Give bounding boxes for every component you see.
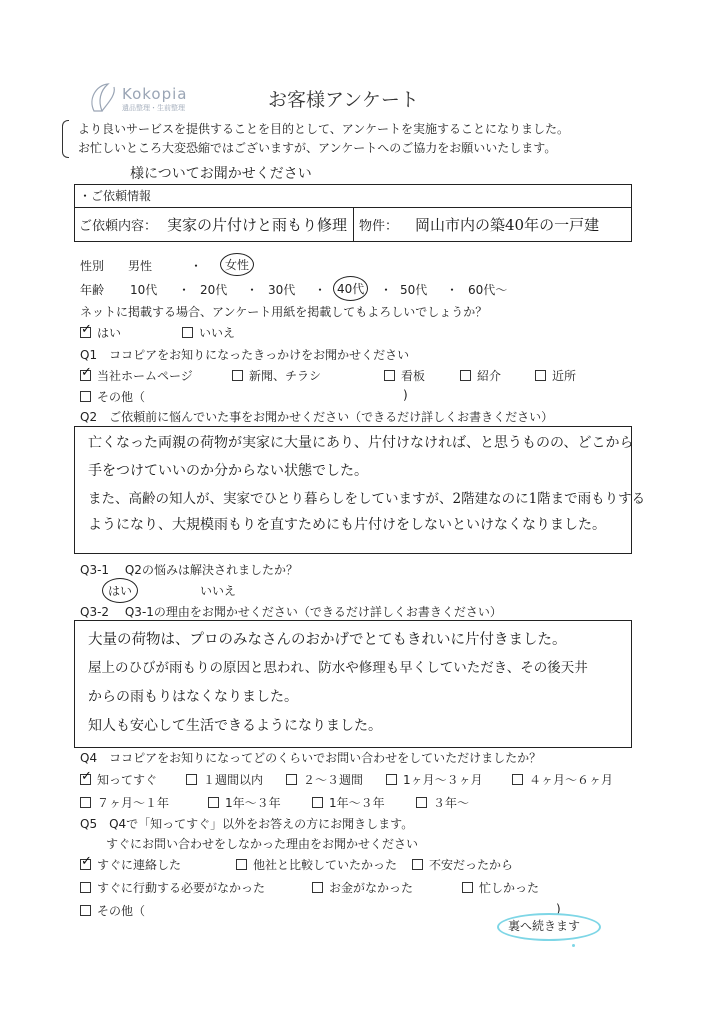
publish-question: ネットに掲載する場合、アンケート用紙を掲載してもよろしいでしょうか？ xyxy=(80,305,488,319)
intro-line-2: お忙しいところ大変恐縮ではございますが、アンケートへのご協力をお願いいたします。 xyxy=(78,141,557,155)
q1-option-signboard[interactable] xyxy=(384,367,425,384)
intro-line-1: より良いサービスを提供することを目的として、アンケートを実施することになりました。 xyxy=(78,122,570,136)
q5-question: Q5 Q4で「知ってすぐ」以外をお答えの方にお聞きします。 xyxy=(80,817,414,831)
intro-bracket xyxy=(62,120,69,158)
q5-option-no-money[interactable] xyxy=(312,879,413,896)
age-label: 年齢 xyxy=(80,283,105,297)
q1-referral-checkbox[interactable] xyxy=(460,370,471,381)
age-20[interactable]: 20代 xyxy=(200,283,228,297)
q5-anxious-label: 不安だったから xyxy=(429,858,514,872)
q4-immediately-label: 知ってすぐ xyxy=(97,773,158,787)
q1-other-close: ) xyxy=(403,388,408,402)
q4-question: Q4 ココピアをお知りになってどのくらいでお問い合わせをしていただけましたか？ xyxy=(80,751,542,765)
request-content-value: 実家の片付けと雨もり修理 xyxy=(167,216,348,234)
q4-option-4-6months[interactable] xyxy=(512,771,613,788)
q4-option-1-3years-b[interactable] xyxy=(312,794,385,811)
q4-option-3years[interactable] xyxy=(416,794,469,811)
q4-4-6months-label: ４ヶ月〜６ヶ月 xyxy=(529,773,614,787)
q4-7m-1y-checkbox[interactable] xyxy=(80,797,91,808)
q1-option-other[interactable] xyxy=(80,388,145,405)
q5-anxious-checkbox[interactable] xyxy=(412,859,423,870)
q5-other-label: その他（ xyxy=(97,904,146,918)
gender-male[interactable]: 男性 xyxy=(128,259,153,273)
age-40[interactable]: 40代 xyxy=(333,276,368,301)
q5-sub-question: すぐにお問い合わせをしなかった理由をお聞かせください xyxy=(106,837,419,851)
age-sep-3: ・ xyxy=(314,283,327,297)
q4-option-immediately[interactable] xyxy=(80,771,157,788)
q5-option-anxious[interactable] xyxy=(412,856,513,873)
q3-2-question: Q3-2 Q3-1の理由をお聞かせください（できるだけ詳しくお書きください） xyxy=(80,605,502,619)
q1-newspaper-label: 新聞、チラシ xyxy=(249,369,322,383)
q5-no-money-label: お金がなかった xyxy=(329,881,414,895)
age-sep-1: ・ xyxy=(178,283,191,297)
gender-sep: ・ xyxy=(190,259,203,273)
q1-option-homepage[interactable] xyxy=(80,367,193,384)
q4-1-3years-b-label: 1年〜３年 xyxy=(329,796,385,810)
q5-no-money-checkbox[interactable] xyxy=(312,882,323,893)
q5-option-other[interactable] xyxy=(80,902,145,919)
age-sep-5: ・ xyxy=(446,283,459,297)
age-30[interactable]: 30代 xyxy=(268,283,296,297)
q2-question: Q2 ご依頼前に悩んでいた事をお聞かせください（できるだけ詳しくお書きください） xyxy=(80,410,554,424)
q5-other-close: ) xyxy=(556,902,561,916)
q4-option-1-3years-a[interactable] xyxy=(208,794,281,811)
request-property-value: 岡山市内の築40年の一戸建 xyxy=(415,216,600,234)
q4-immediately-checkbox[interactable] xyxy=(80,774,91,785)
q1-newspaper-checkbox[interactable] xyxy=(232,370,243,381)
section-heading: 様についてお聞かせください xyxy=(130,166,312,182)
publish-yes-label: はい xyxy=(97,326,122,340)
age-sep-2: ・ xyxy=(246,283,259,297)
q4-option-1week[interactable] xyxy=(186,771,263,788)
q5-option-comparing[interactable] xyxy=(236,856,397,873)
q1-homepage-checkbox[interactable] xyxy=(80,370,91,381)
q1-homepage-label: 当社ホームページ xyxy=(97,369,193,383)
q4-option-7m-1y[interactable] xyxy=(80,794,169,811)
request-content-label: ご依頼内容： xyxy=(79,219,158,234)
q5-comparing-label: 他社と比較していたかった xyxy=(253,858,398,872)
age-50[interactable]: 50代 xyxy=(400,283,428,297)
gender-female[interactable]: 女性 xyxy=(220,253,254,276)
q4-1-3years-a-checkbox[interactable] xyxy=(208,797,219,808)
age-60[interactable]: 60代〜 xyxy=(468,283,508,297)
q5-busy-label: 忙しかった xyxy=(479,881,540,895)
q5-contacted-checkbox[interactable] xyxy=(80,859,91,870)
q2-answer-line-3: また、高齢の知人が、実家でひとり暮らしをしていますが、2階建なのに1階まで雨もりする xyxy=(88,491,646,507)
q4-3years-label: ３年〜 xyxy=(433,796,470,810)
publish-yes-option[interactable] xyxy=(80,324,121,341)
q4-1-3years-a-label: 1年〜３年 xyxy=(225,796,281,810)
q1-neighbor-label: 近所 xyxy=(552,369,577,383)
age-sep-4: ・ xyxy=(380,283,393,297)
q5-contacted-label: すぐに連絡した xyxy=(97,858,182,872)
q4-1-3months-label: 1ヶ月〜３ヶ月 xyxy=(403,773,483,787)
q5-no-need-label: すぐに行動する必要がなかった xyxy=(97,881,266,895)
request-box xyxy=(74,184,632,242)
q3-2-answer-line-4: 知人も安心して生活できるようになりました。 xyxy=(88,718,382,734)
q5-comparing-checkbox[interactable] xyxy=(236,859,247,870)
q1-neighbor-checkbox[interactable] xyxy=(535,370,546,381)
q1-option-neighbor[interactable] xyxy=(535,367,576,384)
q1-option-referral[interactable] xyxy=(460,367,501,384)
q3-1-yes[interactable]: はい xyxy=(102,578,138,603)
q3-1-question: Q3-1 Q2の悩みは解決されましたか？ xyxy=(80,563,298,577)
q1-other-checkbox[interactable] xyxy=(80,391,91,402)
q4-4-6months-checkbox[interactable] xyxy=(512,774,523,785)
q5-option-busy[interactable] xyxy=(462,879,539,896)
publish-no-label: いいえ xyxy=(199,326,236,340)
q1-signboard-label: 看板 xyxy=(401,369,426,383)
q2-answer-line-2: 手をつけていいのか分からない状態でした。 xyxy=(88,463,368,479)
q3-2-answer-line-3: からの雨もりはなくなりました。 xyxy=(88,689,298,705)
q4-1week-checkbox[interactable] xyxy=(186,774,197,785)
logo-icon xyxy=(86,81,120,115)
q5-option-contacted[interactable] xyxy=(80,856,181,873)
q2-answer-line-1: 亡くなった両親の荷物が実家に大量にあり、片付けなければ、と思うものの、どこから xyxy=(88,435,634,451)
q5-busy-checkbox[interactable] xyxy=(462,882,473,893)
q2-answer-line-4: ようになり、大規模雨もりを直すためにも片付けをしないといけなくなりました。 xyxy=(88,517,606,533)
q4-option-2-3weeks[interactable] xyxy=(286,771,363,788)
q4-option-1-3months[interactable] xyxy=(386,771,483,788)
q5-no-need-checkbox[interactable] xyxy=(80,882,91,893)
gender-label: 性別 xyxy=(80,259,105,273)
q1-question: Q1 ココピアをお知りになったきっかけをお聞かせください xyxy=(80,348,410,362)
q4-1-3months-checkbox[interactable] xyxy=(386,774,397,785)
continue-label: 裏へ続きます xyxy=(508,919,581,933)
logo-name: Kokopia xyxy=(122,85,188,103)
q3-2-answer-line-1: 大量の荷物は、プロのみなさんのおかげでとてもきれいに片付きました。 xyxy=(88,632,567,648)
q4-7m-1y-label: ７ヶ月〜１年 xyxy=(97,796,170,810)
age-10[interactable]: 10代 xyxy=(130,283,158,297)
q3-1-no[interactable]: いいえ xyxy=(200,584,237,598)
publish-no-checkbox[interactable] xyxy=(182,327,193,338)
q4-3years-checkbox[interactable] xyxy=(416,797,427,808)
continue-dot xyxy=(572,944,575,947)
publish-yes-checkbox[interactable] xyxy=(80,327,91,338)
request-property-label: 物件： xyxy=(359,219,399,234)
q1-referral-label: 紹介 xyxy=(477,369,502,383)
q1-other-label: その他（ xyxy=(97,390,146,404)
q4-1week-label: １週間以内 xyxy=(203,773,264,787)
request-header: ・ご依頼情報 xyxy=(79,189,152,203)
q4-2-3weeks-label: ２〜３週間 xyxy=(303,773,364,787)
publish-no-option[interactable] xyxy=(182,324,235,341)
logo-tagline: 遺品整理・生前整理 xyxy=(122,104,185,112)
request-mid-divider xyxy=(353,207,354,241)
q3-2-answer-line-2: 屋上のひびが雨もりの原因と思われ、防水や修理も早くしていただき、その後天井 xyxy=(88,660,588,676)
q1-option-newspaper[interactable] xyxy=(232,367,321,384)
q5-other-checkbox[interactable] xyxy=(80,905,91,916)
q1-signboard-checkbox[interactable] xyxy=(384,370,395,381)
page-title: お客様アンケート xyxy=(268,89,419,111)
q5-option-no-need[interactable] xyxy=(80,879,265,896)
q4-2-3weeks-checkbox[interactable] xyxy=(286,774,297,785)
q4-1-3years-b-checkbox[interactable] xyxy=(312,797,323,808)
